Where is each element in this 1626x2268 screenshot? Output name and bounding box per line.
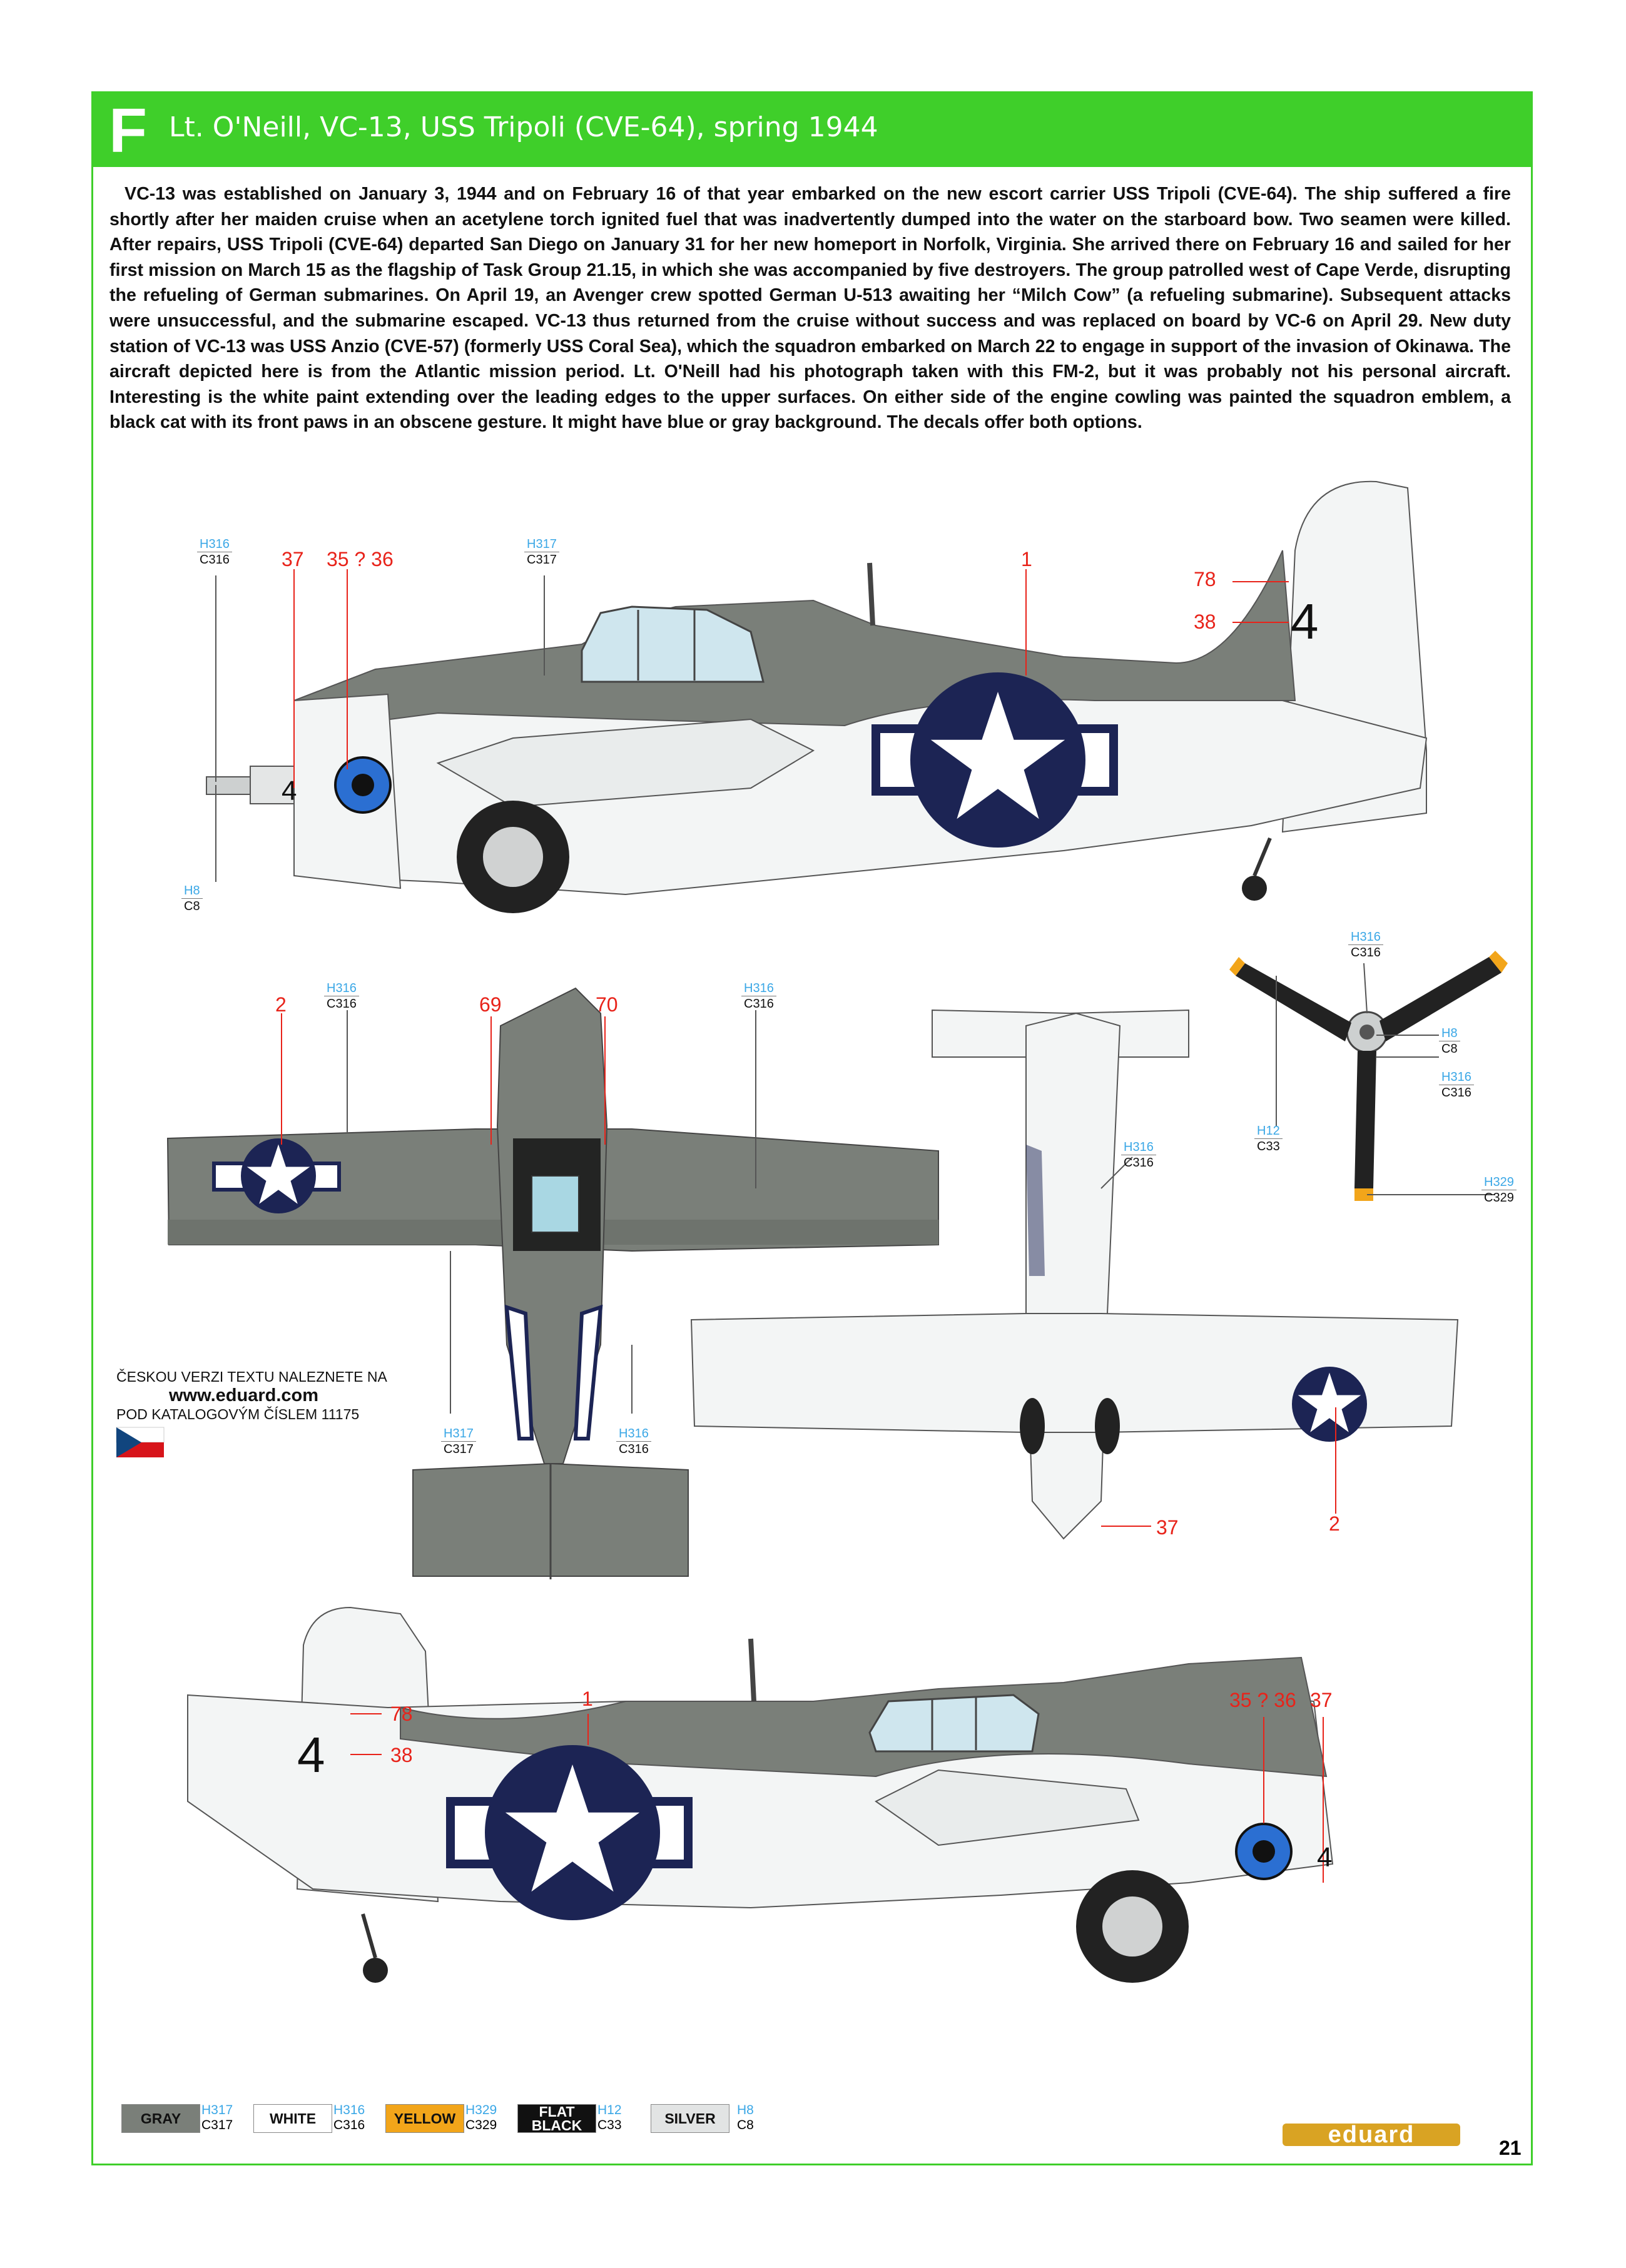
decal-number: 1 [582,1688,593,1710]
decal-number: 38 [390,1744,413,1766]
history-text: VC-13 was established on January 3, 1944 and on February 16 of that year embarked on the new escort carrier USS Tripoli (CVE-64). The ship suffered a fire shortly after her maiden cruise when an acetylene torch ignited fuel that was inadvertently dumped into the water on the starboard bow. Two seamen were killed. After repairs, USS Tripoli (CVE-64) departed San Diego on January 31 for her new homeport in Norfolk, Virginia. She arrived there on February 16 and sailed for her first mission on March 15 as the flagship of Task Group 21.15, in which she was accompanied by five destroyers. The group patrolled west of Cape Verde, disrupting the refueling of German submarines. On April 19, an Avenger crew spotted German U-513 awaiting her “Milch Cow” (a refueling submarine). Subsequent attacks were unsuccessful, and the submarine escaped. VC-13 thus returned from the cruise without success and was replaced on board by VC-6 on April 29. New duty station of VC-13 was USS Anzio (CVE-57) (formerly USS Coral Sea), which the squadron embarked on March 22 to engage in support of the invasion of Okinawa. The aircraft depicted here is from the Atlantic mission period. Lt. O'Neill had his photograph taken with this FM-2, but it was probably not his personal aircraft. Interesting is the white paint extending over the leading edges to the upper surfaces. On either side of the engine cowling was painted the squadron emblem, a black cat with its front paws in an obscene gesture. It might have blue or gray background. The decals offer both options. [109,184,1511,433]
legend-code-silver: H8 C8 [737,2103,754,2132]
legend-swatch-flat-black: FLAT BLACK [517,2104,596,2133]
paint-callout: H316 C316 [741,981,776,1011]
profile-port-side [206,482,1426,913]
paint-callout: H12 C33 [1254,1123,1283,1154]
paint-callout: H8 C8 [1439,1026,1460,1056]
aircraft-number-tail-port: 4 [1291,594,1319,649]
profile-starboard-side [188,1607,1333,1983]
decal-number: 35 ? 36 [327,548,394,570]
paint-callout: H8 C8 [181,883,203,914]
legend-swatch-white: WHITE [253,2104,332,2133]
paint-callout: H316 C316 [1439,1070,1474,1100]
czech-flag [116,1427,164,1457]
paint-callout: H316 C316 [197,537,232,567]
paint-callout: H317 C317 [441,1426,476,1457]
decal-number: 35 ? 36 [1229,1689,1296,1711]
decal-number: 38 [1194,610,1216,633]
paint-callout: H329 C329 [1481,1175,1517,1205]
legend-code-yellow: H329 C329 [465,2103,497,2132]
plan-view-top [168,988,938,1579]
decal-number: 78 [390,1703,413,1725]
legend-code-white: H316 C316 [333,2103,365,2132]
decal-number: 2 [1329,1512,1340,1535]
decal-number: 70 [596,993,618,1016]
decal-number: 1 [1021,548,1032,570]
plan-view-bottom [691,1010,1458,1539]
legend-code-flat-black: H12 C33 [597,2103,622,2132]
decal-number: 37 [1310,1689,1333,1711]
legend-swatch-gray: GRAY [121,2104,200,2133]
eduard-url[interactable]: www.eduard.com [169,1385,319,1405]
aircraft-number-cowl-port: 4 [282,776,297,806]
profile-letter: F [109,96,148,166]
page-number: 21 [1499,2137,1522,2159]
legend-swatch-silver: SILVER [651,2104,729,2133]
eduard-logo: eduard [1283,2124,1460,2146]
legend-swatch-yellow: YELLOW [385,2104,464,2133]
paint-callout: H316 C316 [324,981,359,1011]
paint-callout: H316 C316 [1348,929,1383,960]
decal-number: 2 [275,993,287,1016]
legend-code-gray: H317 C317 [201,2103,233,2132]
paint-callout: H316 C316 [616,1426,651,1457]
aircraft-number-tail-starboard: 4 [297,1727,325,1783]
decal-number: 69 [479,993,502,1016]
paint-callout: H317 C317 [524,537,559,567]
aircraft-number-cowl-starboard: 4 [1317,1842,1333,1873]
profile-title: Lt. O'Neill, VC-13, USS Tripoli (CVE-64), spring 1944 [169,111,878,143]
decal-number: 78 [1194,568,1216,590]
decal-number: 37 [282,548,304,570]
czech-version-note: ČESKOU VERZI TEXTU NALEZNETE NA www.eduard.com POD KATALOGOVÝM ČÍSLEM 11175 [116,1369,387,1422]
decal-number: 37 [1156,1516,1179,1539]
paint-callout: H316 C316 [1121,1140,1156,1170]
